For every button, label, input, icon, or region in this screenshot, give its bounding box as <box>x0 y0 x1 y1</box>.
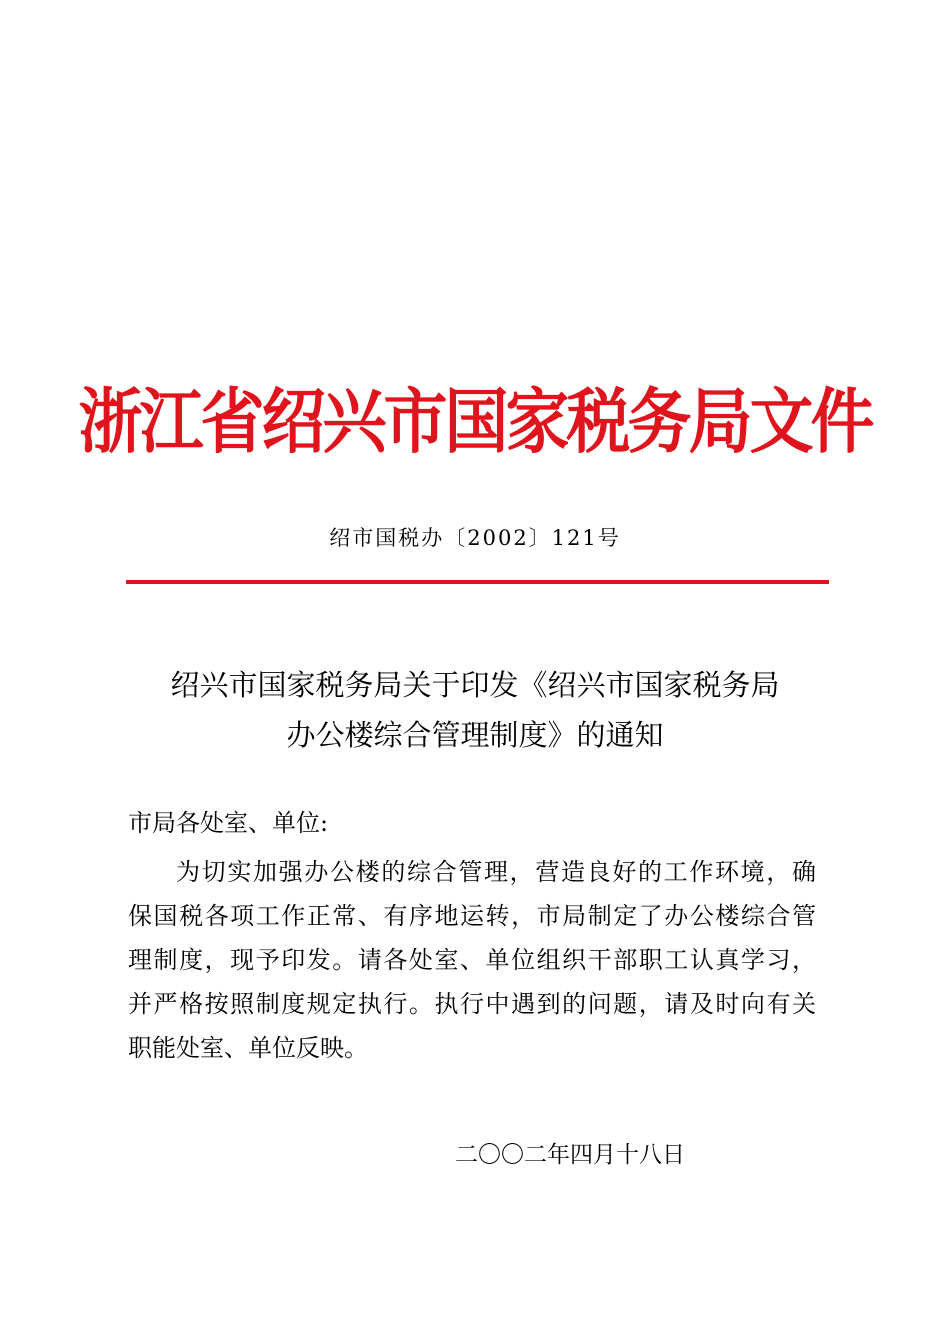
body-line: 理制度，现予印发。请各处室、单位组织干部职工认真学习， <box>128 946 816 974</box>
notice-title-line: 绍兴市国家税务局关于印发《绍兴市国家税务局 <box>170 668 780 702</box>
notice-title-line: 办公楼综合管理制度》的通知 <box>286 718 664 752</box>
notice-title <box>0 660 950 760</box>
red-separator-line <box>126 580 829 584</box>
body-line: 职能处室、单位反映。 <box>128 1034 368 1062</box>
issue-date: 二〇〇二年四月十八日 <box>455 1142 685 1168</box>
salutation: 市局各处室、单位: <box>128 809 329 837</box>
document-masthead: 浙江省绍兴市国家税务局文件 <box>78 382 872 464</box>
notice-body <box>128 850 816 1070</box>
body-line: 保国税各项工作正常、有序地运转，市局制定了办公楼综合管 <box>128 902 816 930</box>
document-number: 绍市国税办〔2002〕121号 <box>329 526 621 550</box>
body-line: 并严格按照制度规定执行。执行中遇到的问题，请及时向有关 <box>128 990 816 1018</box>
body-line: 为切实加强办公楼的综合管理，营造良好的工作环境，确 <box>176 858 816 886</box>
